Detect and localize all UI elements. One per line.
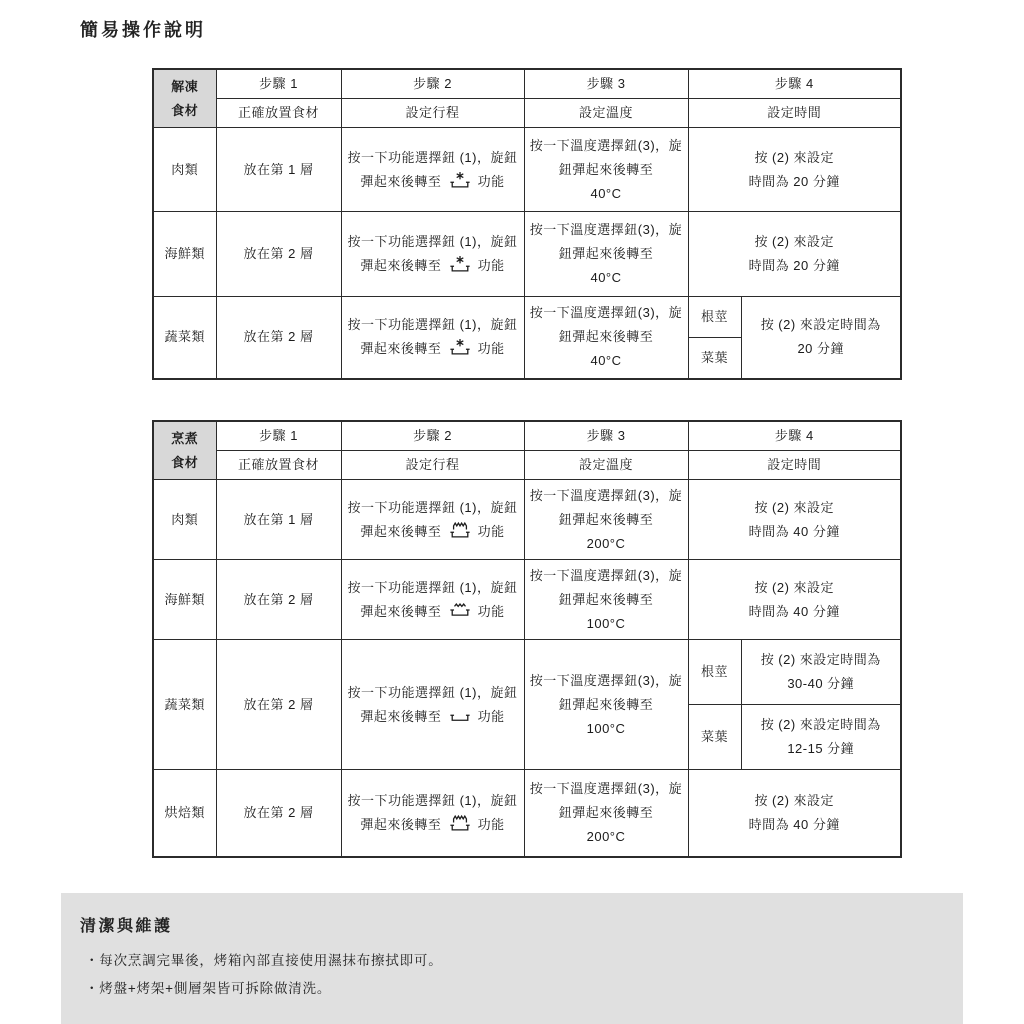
subhead-time: 設定時間: [688, 451, 901, 480]
function-text-after: 功能: [477, 258, 505, 274]
time-line1: 按 (2) 來設定時間為: [760, 317, 881, 333]
time-cell: [688, 128, 901, 212]
function-cell: [341, 212, 524, 297]
time-line1: 按 (2) 來設定: [754, 579, 835, 595]
defrost-icon: [449, 171, 471, 189]
time-line2: 時間為 40 分鐘: [748, 816, 840, 832]
corner-line1: 烹煮: [171, 430, 199, 446]
list-item: ・烤盤+烤架+側層架皆可拆除做清洗。: [85, 981, 332, 996]
temperature-value: 40°C: [590, 185, 622, 201]
subhead-program: 設定行程: [341, 99, 524, 128]
bullet-list: [85, 947, 443, 1003]
table-row: [153, 451, 901, 480]
time-line2: 時間為 20 分鐘: [748, 173, 840, 189]
temperature-text: 按一下溫度選擇鈕(3)，旋鈕彈起來後轉至: [529, 305, 683, 345]
time-line2: 時間為 20 分鐘: [748, 258, 840, 274]
step-header-4: 步驟 4: [688, 421, 901, 451]
step-header-3: 步驟 3: [524, 69, 688, 99]
subtype-label: 根莖: [688, 297, 741, 338]
tray-icon: [449, 712, 471, 724]
temperature-value: 100°C: [586, 720, 626, 736]
placement-cell: 放在第 2 層: [216, 297, 341, 379]
defrost-table: [152, 68, 902, 380]
time-cell: [741, 705, 901, 770]
step-header-2: 步驟 2: [341, 69, 524, 99]
time-cell: [688, 212, 901, 297]
table-row: [153, 128, 901, 212]
function-text-after: 功能: [477, 816, 505, 832]
placement-cell: 放在第 2 層: [216, 212, 341, 297]
temperature-text: 按一下溫度選擇鈕(3)，旋鈕彈起來後轉至: [529, 567, 683, 607]
temperature-value: 200°C: [586, 828, 626, 844]
function-cell: [341, 480, 524, 560]
step-header-3: 步驟 3: [524, 421, 688, 451]
page-title: 簡易操作說明: [80, 20, 206, 40]
cleaning-maintenance-panel: [61, 893, 963, 1024]
placement-cell: 放在第 1 層: [216, 480, 341, 560]
list-item: ・每次烹調完畢後，烤箱內部直接使用濕抹布擦拭即可。: [85, 953, 443, 968]
time-cell: [741, 297, 901, 379]
food-label: 海鮮類: [153, 560, 216, 640]
table-row: [153, 640, 901, 705]
grill-icon: [449, 814, 471, 832]
defrost-icon: [449, 338, 471, 356]
step-header-4: 步驟 4: [688, 69, 901, 99]
time-cell: [688, 770, 901, 857]
table-row: [153, 770, 901, 857]
temperature-cell: [524, 770, 688, 857]
step-header-1: 步驟 1: [216, 69, 341, 99]
subhead-placement: 正確放置食材: [216, 451, 341, 480]
table-row: [153, 69, 901, 99]
time-line2: 時間為 40 分鐘: [748, 603, 840, 619]
placement-cell: 放在第 2 層: [216, 770, 341, 857]
temperature-cell: [524, 128, 688, 212]
subhead-placement: 正確放置食材: [216, 99, 341, 128]
placement-cell: 放在第 1 層: [216, 128, 341, 212]
temperature-cell: [524, 560, 688, 640]
temperature-text: 按一下溫度選擇鈕(3)，旋鈕彈起來後轉至: [529, 222, 683, 262]
time-line1: 按 (2) 來設定時間為: [760, 717, 881, 733]
function-text-after: 功能: [477, 523, 505, 539]
step-header-1: 步驟 1: [216, 421, 341, 451]
food-label: 蔬菜類: [153, 297, 216, 379]
function-text-after: 功能: [477, 603, 505, 619]
function-text-before: 按一下功能選擇鈕 (1)，旋鈕彈起來後轉至: [347, 792, 518, 832]
corner-line2: 食材: [171, 454, 199, 470]
temperature-text: 按一下溫度選擇鈕(3)，旋鈕彈起來後轉至: [529, 487, 683, 527]
time-line2: 時間為 40 分鐘: [748, 523, 840, 539]
subhead-temperature: 設定溫度: [524, 99, 688, 128]
function-text-before: 按一下功能選擇鈕 (1)，旋鈕彈起來後轉至: [347, 149, 518, 189]
time-cell: [741, 640, 901, 705]
food-label: 烘焙類: [153, 770, 216, 857]
food-label: 肉類: [153, 128, 216, 212]
temperature-text: 按一下溫度選擇鈕(3)，旋鈕彈起來後轉至: [529, 137, 683, 177]
temperature-cell: [524, 297, 688, 379]
cooking-table: [152, 420, 902, 858]
subhead-program: 設定行程: [341, 451, 524, 480]
temperature-text: 按一下溫度選擇鈕(3)，旋鈕彈起來後轉至: [529, 672, 683, 712]
subtype-label: 根莖: [688, 640, 741, 705]
table-row: [153, 99, 901, 128]
temperature-cell: [524, 480, 688, 560]
function-cell: [341, 128, 524, 212]
function-text-before: 按一下功能選擇鈕 (1)，旋鈕彈起來後轉至: [347, 579, 518, 619]
temperature-value: 40°C: [590, 270, 622, 286]
time-line1: 按 (2) 來設定: [754, 234, 835, 250]
function-cell: [341, 560, 524, 640]
time-line1: 按 (2) 來設定: [754, 149, 835, 165]
time-line1: 按 (2) 來設定: [754, 792, 835, 808]
grill-icon: [449, 521, 471, 539]
section-heading: 清潔與維護: [80, 918, 173, 935]
corner-cell: [153, 421, 216, 480]
function-cell: [341, 770, 524, 857]
subhead-time: 設定時間: [688, 99, 901, 128]
table-row: [153, 560, 901, 640]
function-text-before: 按一下功能選擇鈕 (1)，旋鈕彈起來後轉至: [347, 499, 518, 539]
step-header-2: 步驟 2: [341, 421, 524, 451]
corner-cell: [153, 69, 216, 128]
subtype-label: 菜葉: [688, 705, 741, 770]
temperature-text: 按一下溫度選擇鈕(3)，旋鈕彈起來後轉至: [529, 780, 683, 820]
time-line2: 20 分鐘: [797, 341, 845, 357]
function-text-before: 按一下功能選擇鈕 (1)，旋鈕彈起來後轉至: [347, 234, 518, 274]
time-line1: 按 (2) 來設定時間為: [760, 652, 881, 668]
food-label: 海鮮類: [153, 212, 216, 297]
function-cell: [341, 297, 524, 379]
time-line2: 12-15 分鐘: [787, 741, 855, 757]
food-label: 肉類: [153, 480, 216, 560]
subhead-temperature: 設定溫度: [524, 451, 688, 480]
function-text-before: 按一下功能選擇鈕 (1)，旋鈕彈起來後轉至: [347, 317, 518, 357]
time-cell: [688, 480, 901, 560]
time-line1: 按 (2) 來設定: [754, 499, 835, 515]
temperature-cell: [524, 640, 688, 770]
defrost-icon: [449, 255, 471, 273]
corner-line2: 食材: [171, 102, 199, 118]
temperature-cell: [524, 212, 688, 297]
table-row: [153, 421, 901, 451]
function-text-after: 功能: [477, 173, 505, 189]
food-label: 蔬菜類: [153, 640, 216, 770]
temperature-value: 40°C: [590, 353, 622, 369]
corner-line1: 解凍: [171, 78, 199, 94]
function-text-before: 按一下功能選擇鈕 (1)，旋鈕彈起來後轉至: [347, 684, 518, 724]
table-row: [153, 480, 901, 560]
table-row: [153, 212, 901, 297]
steam-icon: [449, 602, 471, 619]
placement-cell: 放在第 2 層: [216, 560, 341, 640]
function-cell: [341, 640, 524, 770]
time-line2: 30-40 分鐘: [787, 676, 855, 692]
table-row: [153, 297, 901, 338]
temperature-value: 200°C: [586, 535, 626, 551]
function-text-after: 功能: [477, 341, 505, 357]
subtype-label: 菜葉: [688, 338, 741, 379]
time-cell: [688, 560, 901, 640]
temperature-value: 100°C: [586, 615, 626, 631]
placement-cell: 放在第 2 層: [216, 640, 341, 770]
function-text-after: 功能: [477, 708, 505, 724]
